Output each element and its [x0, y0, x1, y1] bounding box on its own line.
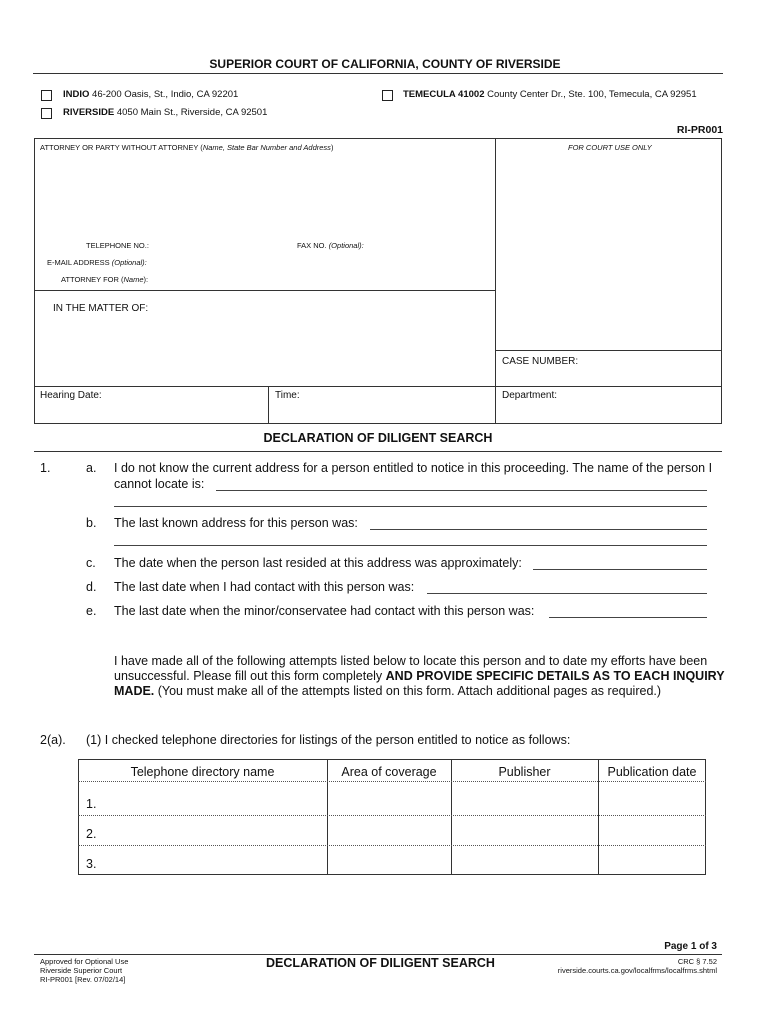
- instructions-line-1: I have made all of the following attempts listed below to locate this person and to date my efforts have been: [114, 654, 708, 668]
- footer-title: DECLARATION OF DILIGENT SEARCH: [266, 956, 495, 970]
- form-number: RI-PR001: [676, 124, 723, 136]
- header-publisher: Publisher: [498, 765, 551, 779]
- table-row[interactable]: 3.: [86, 857, 97, 871]
- attorney-label: ATTORNEY OR PARTY WITHOUT ATTORNEY (Name, State Bar Number and Address): [40, 143, 334, 152]
- hearing-date-label[interactable]: Hearing Date:: [40, 390, 102, 401]
- instructions-line-2: unsuccessful. Please fill out this form completely AND PROVIDE SPECIFIC DETAILS AS TO EACH INQUIRY: [114, 669, 725, 683]
- instructions-line-3: MADE. (You must make all of the attempts listed on this form. Attach additional pages as required.): [114, 684, 662, 698]
- header-area-of-coverage: Area of coverage: [341, 765, 437, 779]
- item-c-letter: c.: [86, 556, 96, 570]
- item-a-letter: a.: [86, 461, 97, 475]
- riverside-location: RIVERSIDE 4050 Main St., Riverside, CA 92501: [63, 107, 268, 118]
- court-use-label: FOR COURT USE ONLY: [568, 143, 652, 152]
- case-number-label[interactable]: CASE NUMBER:: [502, 356, 579, 367]
- address-field-2[interactable]: [114, 545, 707, 546]
- indio-location: INDIO 46-200 Oasis, St., Indio, CA 92201: [63, 89, 239, 100]
- item-b-text: The last known address for this person was:: [114, 516, 358, 530]
- department-label[interactable]: Department:: [502, 390, 558, 401]
- item-c-text: The date when the person last resided at this address was approximately:: [114, 556, 522, 570]
- page-number: Page 1 of 3: [664, 941, 717, 952]
- riverside-checkbox[interactable]: [41, 108, 52, 119]
- document-title: DECLARATION OF DILIGENT SEARCH: [263, 431, 493, 445]
- court-url[interactable]: riverside.courts.ca.gov/localfrms/localfrms.shtml: [557, 966, 717, 975]
- section-2a-text: (1) I checked telephone directories for listings of the person entitled to notice as follows:: [86, 733, 571, 747]
- time-label[interactable]: Time:: [275, 390, 300, 401]
- temecula-checkbox[interactable]: [382, 90, 393, 101]
- item-d-text: The last date when I had contact with this person was:: [114, 580, 415, 594]
- minor-contact-date-field[interactable]: [549, 617, 707, 618]
- email-label[interactable]: E-MAIL ADDRESS (Optional):: [47, 258, 147, 267]
- table-row[interactable]: 1.: [86, 797, 97, 811]
- matter-label: IN THE MATTER OF:: [53, 303, 149, 314]
- fax-label[interactable]: FAX NO. (Optional):: [297, 241, 364, 250]
- court-title: SUPERIOR COURT OF CALIFORNIA, COUNTY OF RIVERSIDE: [209, 57, 561, 71]
- item-e-text: The last date when the minor/conservatee had contact with this person was:: [114, 604, 535, 618]
- item-a-text: I do not know the current address for a person entitled to notice in this proceeding. The name of the person I: [114, 461, 713, 475]
- indio-checkbox[interactable]: [41, 90, 52, 101]
- address-field[interactable]: [370, 529, 707, 530]
- name-field-2[interactable]: [114, 506, 707, 507]
- table-row[interactable]: 2.: [86, 827, 97, 841]
- item-a-text-2: cannot locate is:: [114, 477, 205, 491]
- telephone-label[interactable]: TELEPHONE NO.:: [86, 241, 149, 250]
- header-rule: [33, 73, 723, 74]
- contact-date-field[interactable]: [427, 593, 707, 594]
- item-b-letter: b.: [86, 516, 97, 530]
- approved-line-1: Approved for Optional Use: [40, 957, 129, 966]
- temecula-location: TEMECULA 41002 County Center Dr., Ste. 100, Temecula, CA 92951: [403, 89, 697, 100]
- section-1-number: 1.: [40, 461, 51, 475]
- header-publication-date: Publication date: [607, 765, 697, 779]
- resided-date-field[interactable]: [533, 569, 707, 570]
- attorney-for-label[interactable]: ATTORNEY FOR (Name):: [61, 275, 149, 284]
- name-field[interactable]: [216, 490, 707, 491]
- section-2a-number: 2(a).: [40, 733, 66, 747]
- item-e-letter: e.: [86, 604, 97, 618]
- approved-line-3: RI-PR001 [Rev. 07/02/14]: [40, 975, 126, 984]
- header-directory-name: Telephone directory name: [130, 765, 275, 779]
- item-d-letter: d.: [86, 580, 97, 594]
- crc-reference: CRC § 7.52: [677, 957, 717, 966]
- approved-line-2: Riverside Superior Court: [40, 966, 123, 975]
